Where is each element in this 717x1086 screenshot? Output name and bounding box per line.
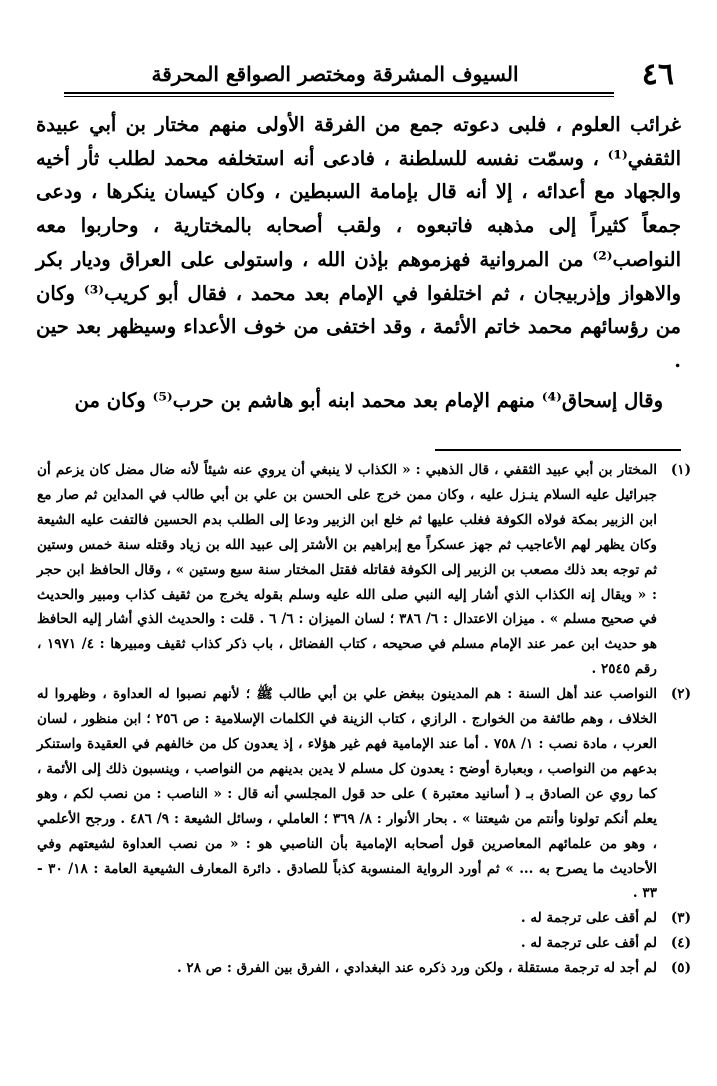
footnote-text: لم أجد له ترجمة مستقلة ، ولكن ورد ذكره عند البغدادي ، الفرق بين الفرق : ص ٢٨ .	[176, 960, 657, 977]
footnote-number: (١)	[670, 462, 691, 478]
footnote-separator	[435, 449, 681, 451]
page-number: ٤٦	[641, 57, 674, 92]
footnote-number: (٥)	[670, 960, 691, 977]
running-title: السيوف المشرقة ومختصر الصواقع المحرقة	[151, 62, 519, 86]
footnote-text: لم أقف على ترجمة له .	[520, 935, 657, 952]
body-paragraph: وقال إسحاق⁽⁴⁾ منهم الإمام بعد محمد ابنه أبو هاشم بن حرب⁽⁵⁾ وكان من	[74, 388, 663, 412]
footnote-4	[37, 931, 691, 956]
header-rule-thin	[64, 96, 614, 97]
footnote-number: (٤)	[670, 935, 691, 952]
header-rule	[64, 92, 614, 94]
footnote-text: لم أقف على ترجمة له .	[520, 910, 657, 927]
footnote-3	[37, 906, 691, 931]
footnote-5	[37, 956, 691, 981]
footnote-text: المختار بن أبي عبيد الثقفي ، قال الذهبي : « الكذاب لا ينبغي أن يروي عنه شيئاً لأنه ضال مضل كان يزعم أن جبرائيل عليه السلام ينـزل عليه ، وكان ممن خرج على الحسن بن علي بن أبي طالب في المداين ثم صار مع ابن الزبير بمكة فولاه الكوفة فغلب عليها ثم خلع ابن الزبير ودعا إلى الطلب بدم الحسين فالتفت عليه الشيعة وكان يظهر لهم الأعاجيب ثم جهز عسكراً مع إبراهيم بن الأشتر إلى عبيد الله بن زياد وقتله سنة خمس وستين ثم توجه بعد ذلك مصعب بن الزبير إلى الكوفة فقاتله فقتل المختار سنة سبع وستين » ، وقال الحافظ ابن حجر : « ويقال إنه الكذاب الذي أشار إليه النبي صلى الله عليه وسلم بقوله يخرج من ثقيف كذاب ومبير والحديث في صحيح مسلم » . ميزان الاعتدال : ٦/ ٣٨٦ ؛ لسان الميزان : ٦/ ٦ . قلت : والحديث الذي أشار إليه الحافظ هو حديث ابن عمر عند الإمام مسلم في صحيحه ، كتاب الفضائل ، باب ذكر كذاب ثقيف ومبيرها : ٤/ ١٩٧١ ، رقم ٢٥٤٥ .	[37, 462, 657, 678]
footnote-number: (٣)	[670, 910, 691, 927]
footnote-text: النواصب عند أهل السنة : هم المدينون ببغض علي بن أبي طالب ﷺ ؛ لأنهم نصبوا له العداوة ، وظهروا له الخلاف ، وهم طائفة من الخوارج . الرازي ، كتاب الزينة في الكلمات الإسلامية : ص ٢٥٦ ؛ ابن منظور ، لسان العرب ، مادة نصب : ١/ ٧٥٨ . أما عند الإمامية فهم غير هؤلاء ، إذ يعدون كل من خالفهم في العقيدة واستنكر بدعهم من النواصب ، وبعبارة أوضح : يعدون كل مسلم لا يدين بدينهم من النواصب ، وينسبون ذلك إلى الأئمة ، كما روي عن الصادق بـ ( أسانيد معتبرة ) على حد قول المجلسي أنه قال : « الناصب : من نصب لكم ، وهو يعلم أنكم تولونا وأنتم من شيعتنا » . بحار الأنوار : ٨/ ٣٦٩ ؛ العاملي ، وسائل الشيعة : ٩/ ٤٨٦ . ورجح الأعلمي ، وهو من علمائهم المعاصرين قول أصحابه الإمامية بأن الناصبي هو : « من نصب العداوة لشيعتهم وفي الأحاديث ما يصرح به ... » ثم أورد الرواية المنسوبة كذباً للصادق . دائرة المعارف الشيعية العامة : ١٨/ ٣٠ - ٣٣ .	[37, 686, 657, 902]
main-text	[36, 108, 681, 417]
footnote-number: (٢)	[670, 686, 691, 703]
page-header	[64, 58, 674, 98]
footnote-2	[37, 682, 691, 906]
footnotes	[37, 458, 691, 981]
footnote-1	[37, 458, 691, 682]
body-paragraph: غرائب العلوم ، فلبى دعوته جمع من الفرقة الأولى منهم مختار بن أبي عبيدة الثقفي⁽¹⁾ ، وسمّت نفسه للسلطنة ، فادعى أنه استخلفه محمد لطلب ثأر أخيه والجهاد مع أعدائه ، إلا أنه قال بإمامة السبطين ، وكان كيسان ينكرها ، ودعى جمعاً كثيراً إلى مذهبه فاتبعوه ، ولقب أصحابه بالمختارية ، وحاربوا معه النواصب⁽²⁾ من المروانية فهزموهم بإذن الله ، واستولى على العراق وديار بكر والاهواز وإذربيجان ، ثم اختلفوا في الإمام بعد محمد ، فقال أبو كريب⁽³⁾ وكان من رؤسائهم محمد خاتم الأئمة ، وقد اختفى من خوف الأعداء وسيظهر بعد حين .	[36, 113, 681, 372]
